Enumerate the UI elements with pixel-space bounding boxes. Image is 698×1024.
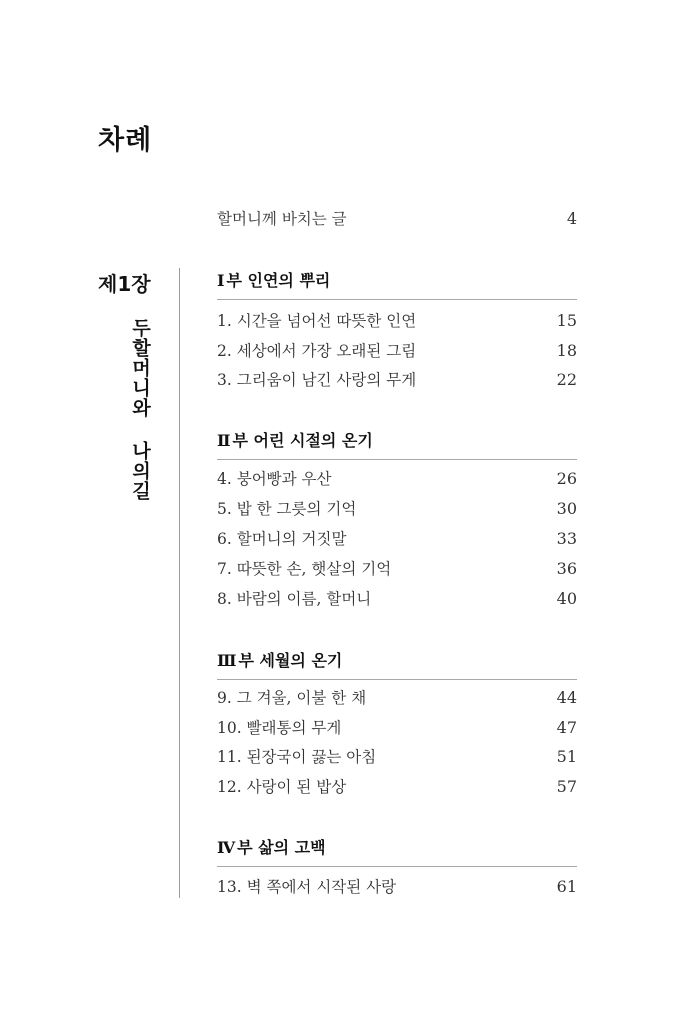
toc-entry-page: 61 [556, 876, 577, 896]
toc-entry-title: 10. 빨래통의 무게 [217, 719, 342, 737]
toc-entry[interactable] [217, 685, 577, 709]
part-title [217, 268, 577, 300]
dedication-row[interactable] [217, 206, 577, 230]
toc-entry[interactable] [217, 874, 577, 898]
toc-entry-page: 36 [556, 558, 577, 578]
dedication-page: 4 [566, 208, 577, 228]
toc-entry-title: 6. 할머니의 거짓말 [217, 530, 347, 548]
part-numeral: Ⅳ [217, 838, 236, 857]
toc-entry-page: 44 [556, 687, 577, 707]
part-title-text: 부 어린 시절의 온기 [232, 431, 373, 450]
toc-entry-page: 30 [556, 498, 577, 518]
toc-entry-title: 11. 된장국이 끓는 아침 [217, 748, 377, 766]
chapter-label: 제1장 [98, 272, 151, 296]
page-title: 차례 [98, 125, 153, 156]
toc-entry-title: 12. 사랑이 된 밥상 [217, 778, 347, 796]
toc-entry-page: 33 [556, 528, 577, 548]
toc-entry[interactable] [217, 308, 577, 332]
part-numeral: Ⅲ [217, 651, 237, 670]
toc-entry[interactable] [217, 496, 577, 520]
toc-entry-title: 3. 그리움이 남긴 사랑의 무게 [217, 371, 417, 389]
toc-entry-title: 1. 시간을 넘어선 따뜻한 인연 [217, 312, 417, 330]
toc-entry-title: 5. 밥 한 그릇의 기억 [217, 500, 357, 518]
toc-entry-title: 7. 따뜻한 손, 햇살의 기억 [217, 560, 392, 578]
toc-entry-page: 40 [556, 588, 577, 608]
toc-entry-title: 13. 벽 쪽에서 시작된 사랑 [217, 878, 397, 896]
toc-entry[interactable] [217, 526, 577, 550]
toc-entry[interactable] [217, 466, 577, 490]
toc-entry-page: 22 [556, 369, 577, 389]
toc-entry[interactable] [217, 744, 577, 768]
toc-entry[interactable] [217, 774, 577, 798]
toc-entry-title: 2. 세상에서 가장 오래된 그림 [217, 342, 417, 360]
part-title-text: 부 세월의 온기 [238, 651, 343, 670]
toc-entry[interactable] [217, 338, 577, 362]
part-title [217, 648, 577, 680]
toc-entry-page: 15 [556, 310, 577, 330]
toc-entry-page: 47 [556, 717, 577, 737]
chapter-divider [179, 268, 180, 898]
toc-entry-page: 18 [556, 340, 577, 360]
toc-entry-title: 8. 바람의 이름, 할머니 [217, 590, 372, 608]
toc-entry-page: 51 [556, 746, 577, 766]
toc-entry[interactable] [217, 556, 577, 580]
toc-entry-page: 26 [556, 468, 577, 488]
chapter-title: 두할머니와 나의길 [129, 318, 151, 501]
toc-entry[interactable] [217, 715, 577, 739]
toc-entry-title: 9. 그 겨울, 이불 한 채 [217, 689, 367, 707]
toc-entry-title: 4. 붕어빵과 우산 [217, 470, 332, 488]
toc-entry[interactable] [217, 586, 577, 610]
dedication-title: 할머니께 바치는 글 [217, 210, 347, 228]
part-title-text: 부 삶의 고백 [237, 838, 326, 857]
toc-entry-page: 57 [556, 776, 577, 796]
toc-entry[interactable] [217, 367, 577, 391]
part-title [217, 428, 577, 460]
part-numeral: Ⅰ [217, 271, 225, 290]
part-numeral: Ⅱ [217, 431, 231, 450]
part-title [217, 835, 577, 867]
part-title-text: 부 인연의 뿌리 [226, 271, 331, 290]
